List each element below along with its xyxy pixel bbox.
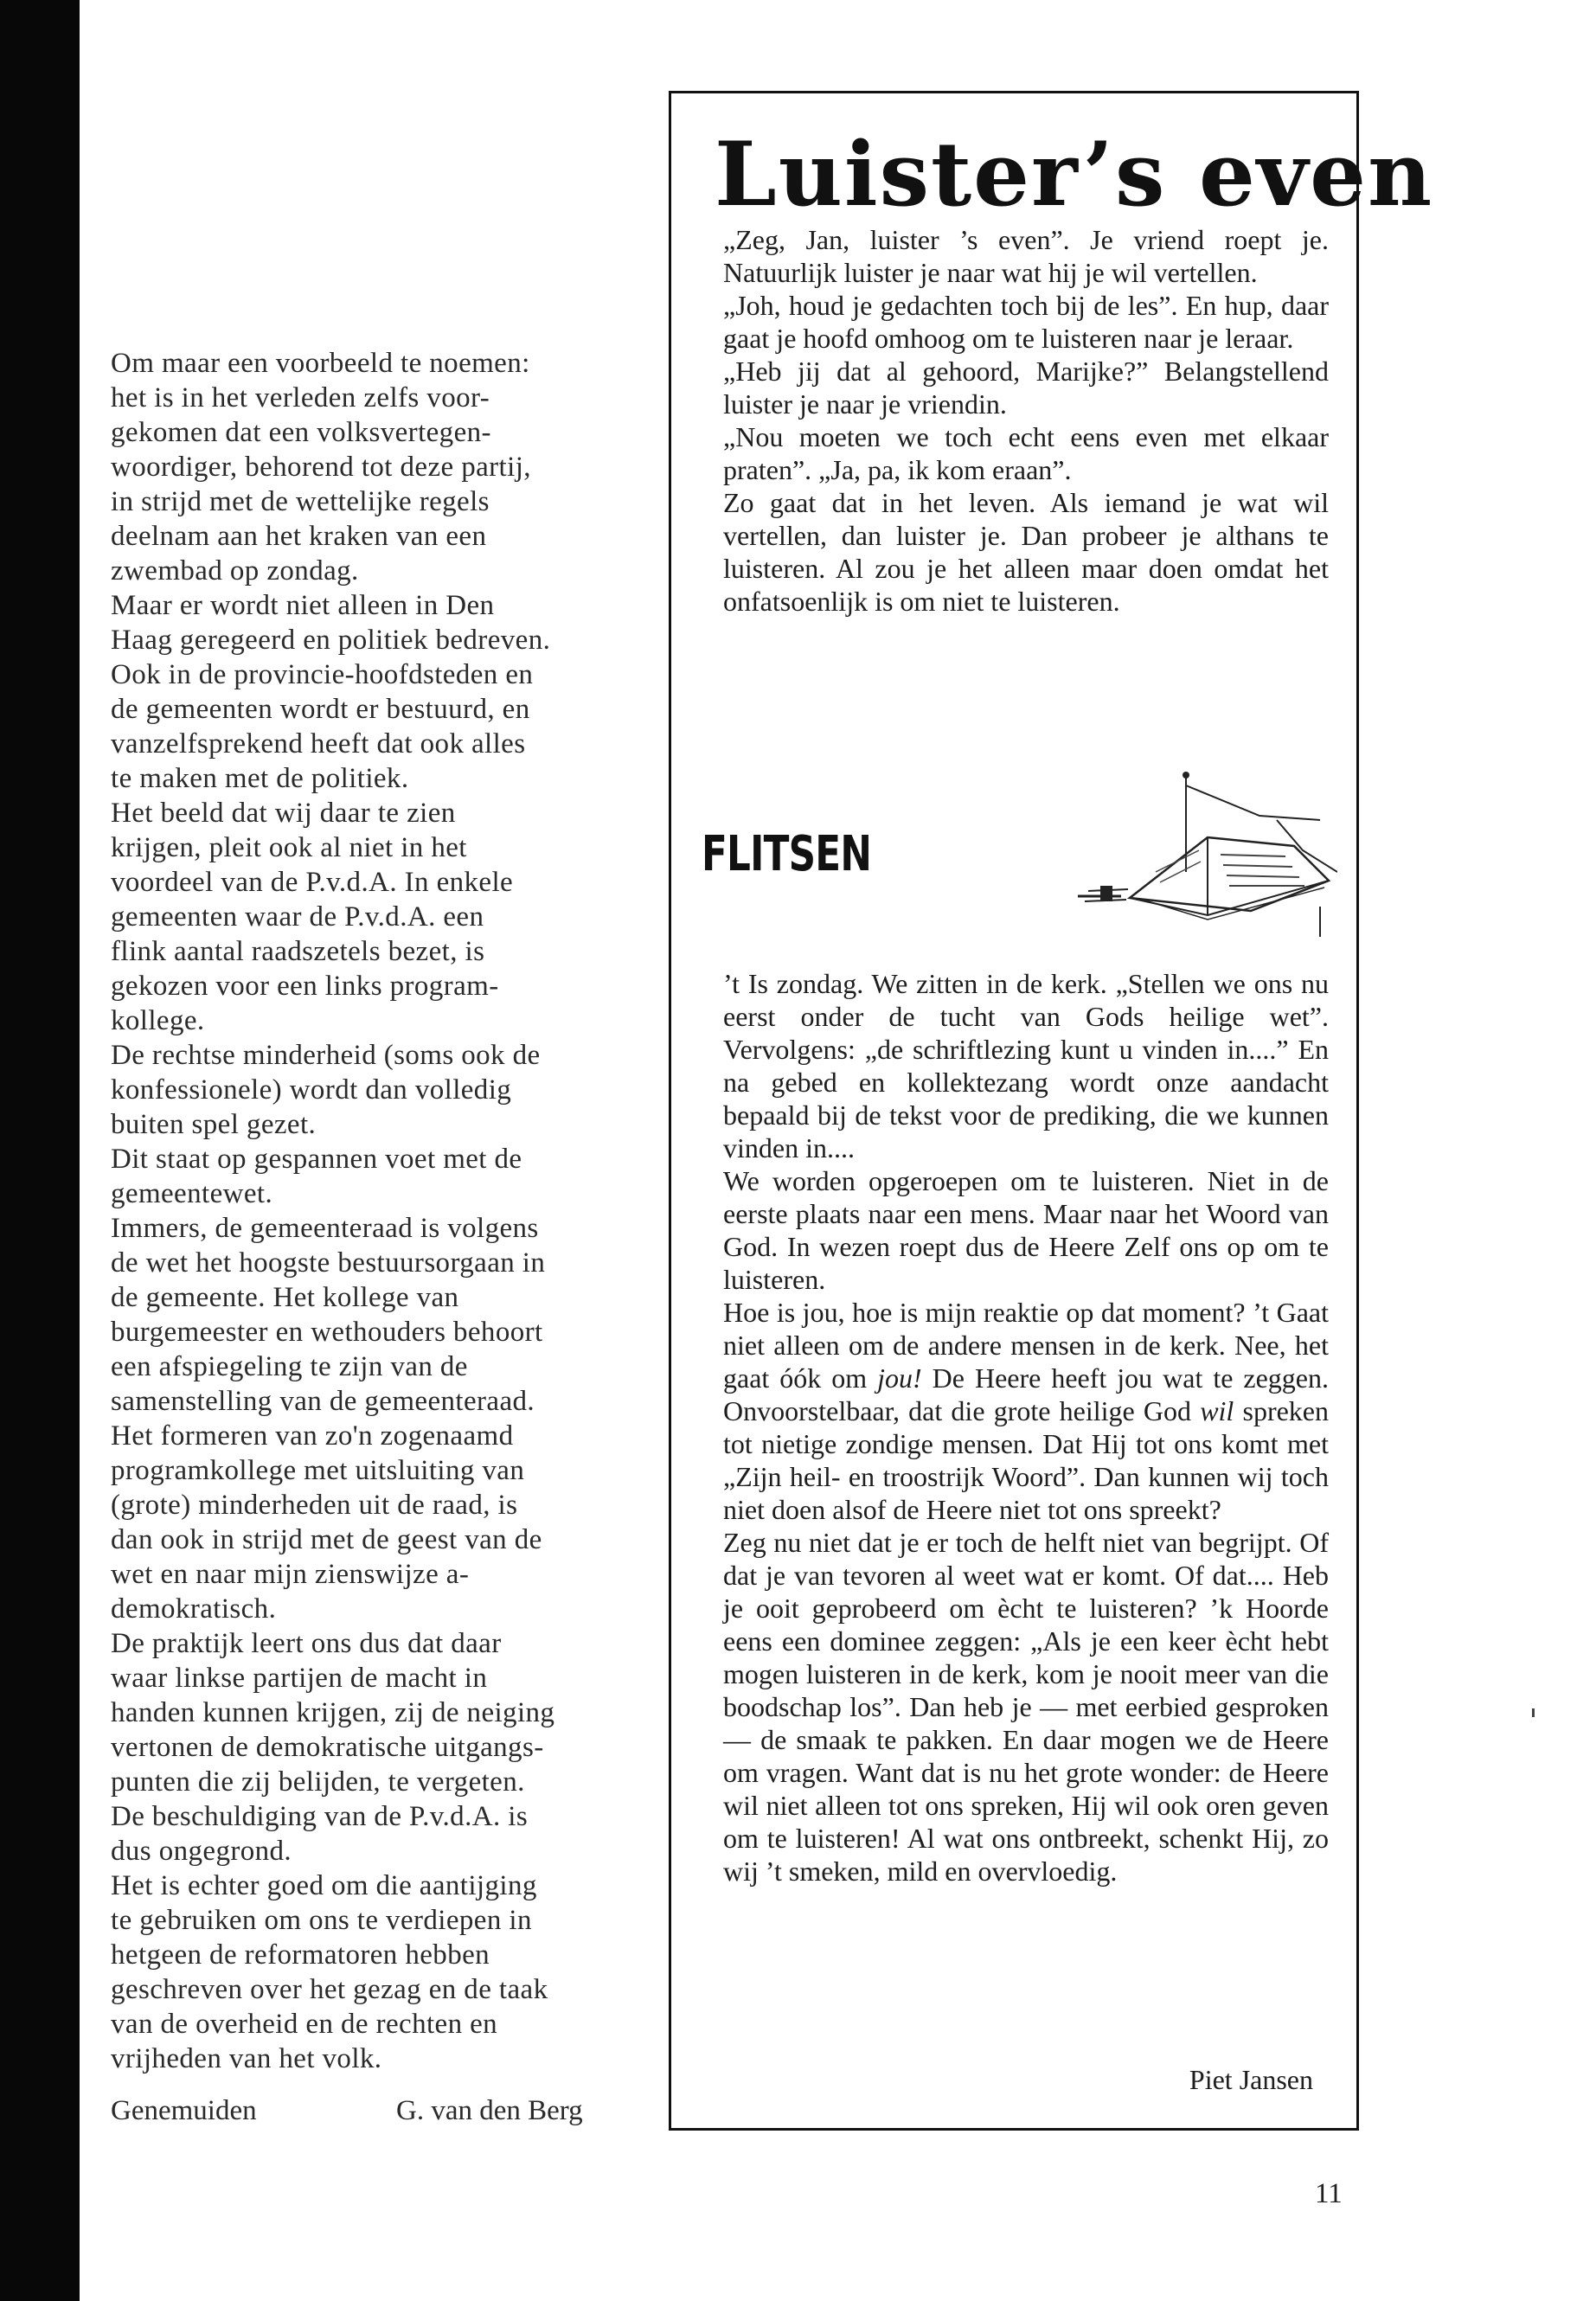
- box-text-flitsen: [723, 967, 1329, 1888]
- left-line: waar linkse partijen de macht in: [111, 1663, 488, 1694]
- text-run: spreken tot nietige zondige mensen. Dat Hij tot ons komt met „Zijn heil- en troostrijk Woord”. Dan kunnen wij toch niet doen alsof de Heere niet tot ons spreekt?: [723, 1395, 1330, 1525]
- left-line: van de overheid en de rechten en: [111, 2009, 498, 2040]
- left-line: gekozen voor een links program-: [111, 971, 499, 1002]
- left-line: gemeentewet.: [111, 1178, 273, 1209]
- left-line: een afspiegeling te zijn van de: [111, 1351, 468, 1382]
- box-paragraph: „Nou moeten we toch echt eens even met elkaar praten”. „Ja, pa, ik kom eraan”.: [723, 421, 1329, 485]
- signature-name: G. van den Berg: [396, 2095, 583, 2126]
- left-line: (grote) minderheden uit de raad, is: [111, 1490, 518, 1521]
- left-line: wet en naar mijn zienswijze a-: [111, 1559, 470, 1590]
- box-paragraph: „Joh, houd je gedachten toch bij de les”. En hup, daar gaat je hoofd omhoog om te luisteren naar je leraar.: [723, 290, 1329, 354]
- left-line: punten die zij belijden, te vergeten.: [111, 1766, 525, 1798]
- box-text-intro: [723, 223, 1329, 618]
- left-line: de wet het hoogste bestuursorgaan in: [111, 1247, 546, 1279]
- box-paragraph: Zeg nu niet dat je er toch de helft niet van begrijpt. Of dat je van tevoren al weet wat er komt. Of dat.... Heb je ooit geprobeerd om ècht te luisteren? ’k Hoorde eens een dominee zeggen: „Als je een keer ècht hebt mogen luisteren in de kerk, kom je nooit meer van die boodschap los”. Dan heb je — met eerbied gesproken — de smaak te pakken. En daar mogen we de Heere om vragen. Want dat is nu het grote wonder: de Heere wil niet alleen tot ons spreken, Hij wil ook oren geven om te luisteren! Al wat ons ontbreekt, schenkt Hij, zo wij ’t smeken, mild en overvloedig.: [723, 1527, 1329, 1887]
- box-title: Luister’s even: [715, 123, 1434, 227]
- left-line: buiten spel gezet.: [111, 1109, 317, 1140]
- left-line: zwembad op zondag.: [111, 555, 359, 586]
- left-line: te maken met de politiek.: [111, 763, 409, 794]
- article-left-column: [111, 346, 630, 2076]
- left-line: Het beeld dat wij daar te zien: [111, 798, 456, 829]
- signature-place: Genemuiden: [111, 2095, 257, 2126]
- author-name: Piet Jansen: [1189, 2064, 1313, 2095]
- left-line: te gebruiken om ons te verdiepen in: [111, 1905, 532, 1936]
- open-bible-illustration: [1078, 768, 1337, 941]
- left-line: Maar er wordt niet alleen in Den: [111, 590, 495, 621]
- left-line: samenstelling van de gemeenteraad.: [111, 1386, 535, 1417]
- flitsen-label: FLITSEN: [702, 826, 872, 882]
- left-line: konfessionele) wordt dan volledig: [111, 1074, 512, 1106]
- left-line: voordeel van de P.v.d.A. In enkele: [111, 867, 514, 898]
- print-speck: [1532, 1708, 1535, 1717]
- page-spine-shadow: [0, 0, 80, 2301]
- left-line: deelnam aan het kraken van een: [111, 521, 487, 552]
- left-line: gemeenten waar de P.v.d.A. een: [111, 901, 484, 933]
- left-line: de gemeente. Het kollege van: [111, 1282, 459, 1313]
- left-signature: [111, 2095, 630, 2133]
- box-paragraph: ’t Is zondag. We zitten in de kerk. „Stellen we ons nu eerst onder de tucht van Gods heilige wet”. Vervolgens: „de schriftlezing kunt u vinden in....” En na gebed en kollektezang wordt onze aandacht bepaald bij de tekst voor de prediking, die we kunnen vinden in....: [723, 968, 1329, 1163]
- left-line: de gemeenten wordt er bestuurd, en: [111, 694, 530, 725]
- left-line: woordiger, behorend tot deze partij,: [111, 452, 531, 483]
- left-line: gekomen dat een volksvertegen-: [111, 417, 491, 448]
- left-line: het is in het verleden zelfs voor-: [111, 382, 490, 413]
- left-line: geschreven over het gezag en de taak: [111, 1974, 548, 2005]
- luister-box: [669, 91, 1434, 2131]
- left-line: programkollege met uitsluiting van: [111, 1455, 525, 1486]
- left-line: kollege.: [111, 1005, 205, 1036]
- left-line: in strijd met de wettelijke regels: [111, 486, 490, 517]
- left-line: demokratisch.: [111, 1593, 277, 1625]
- left-line: handen kunnen krijgen, zij de neiging: [111, 1697, 555, 1728]
- text-run: Hoe is jou, hoe is mijn reaktie op dat moment? ’t Gaat niet alleen om de andere mensen in de kerk. Nee, het gaat óók om: [723, 1297, 1329, 1394]
- left-line: dan ook in strijd met de geest van de: [111, 1524, 542, 1555]
- left-line: De rechtse minderheid (soms ook de: [111, 1040, 541, 1071]
- left-line: Ook in de provincie-hoofdsteden en: [111, 659, 534, 690]
- left-line: dus ongegrond.: [111, 1836, 292, 1867]
- left-line: Haag geregeerd en politiek bedreven.: [111, 625, 551, 656]
- left-line: Het is echter goed om die aantijging: [111, 1870, 537, 1901]
- left-line: Immers, de gemeenteraad is volgens: [111, 1213, 539, 1244]
- left-line: vanzelfsprekend heeft dat ook alles: [111, 728, 526, 760]
- text-run: De Heere heeft jou wat te zeggen. Onvoorstelbaar, dat die grote heilige God: [723, 1362, 1330, 1426]
- box-paragraph: „Zeg, Jan, luister ’s even”. Je vriend roept je. Natuurlijk luister je naar wat hij je wil vertellen.: [723, 224, 1329, 288]
- left-line: Dit staat op gespannen voet met de: [111, 1144, 522, 1175]
- left-line: Het formeren van zo'n zogenaamd: [111, 1420, 514, 1452]
- emphasis-jou: jou!: [877, 1362, 922, 1394]
- box-paragraph: We worden opgeroepen om te luisteren. Niet in de eerste plaats naar een mens. Maar naar het Woord van God. In wezen roept dus de Heere Zelf ons op om te luisteren.: [723, 1165, 1329, 1295]
- left-line: krijgen, pleit ook al niet in het: [111, 832, 467, 863]
- box-paragraph: „Heb jij dat al gehoord, Marijke?” Belangstellend luister je naar je vriendin.: [723, 356, 1329, 420]
- box-paragraph: [723, 1296, 1329, 1526]
- page-number: 11: [1315, 2178, 1343, 2209]
- left-line: De beschuldiging van de P.v.d.A. is: [111, 1801, 529, 1832]
- left-line: burgemeester en wethouders behoort: [111, 1317, 543, 1348]
- left-line: flink aantal raadszetels bezet, is: [111, 936, 485, 967]
- left-line: vrijheden van het volk.: [111, 2043, 382, 2074]
- left-line: Om maar een voorbeeld te noemen:: [111, 348, 530, 379]
- box-paragraph: Zo gaat dat in het leven. Als iemand je wat wil vertellen, dan luister je. Dan probeer je althans te luisteren. Al zou je het alleen maar doen omdat het onfatsoenlijk is om niet te luisteren.: [723, 487, 1329, 617]
- emphasis-wil: wil: [1200, 1395, 1234, 1426]
- left-line: vertonen de demokratische uitgangs-: [111, 1732, 544, 1763]
- left-line: De praktijk leert ons dus dat daar: [111, 1628, 502, 1659]
- left-line: hetgeen de reformatoren hebben: [111, 1939, 490, 1971]
